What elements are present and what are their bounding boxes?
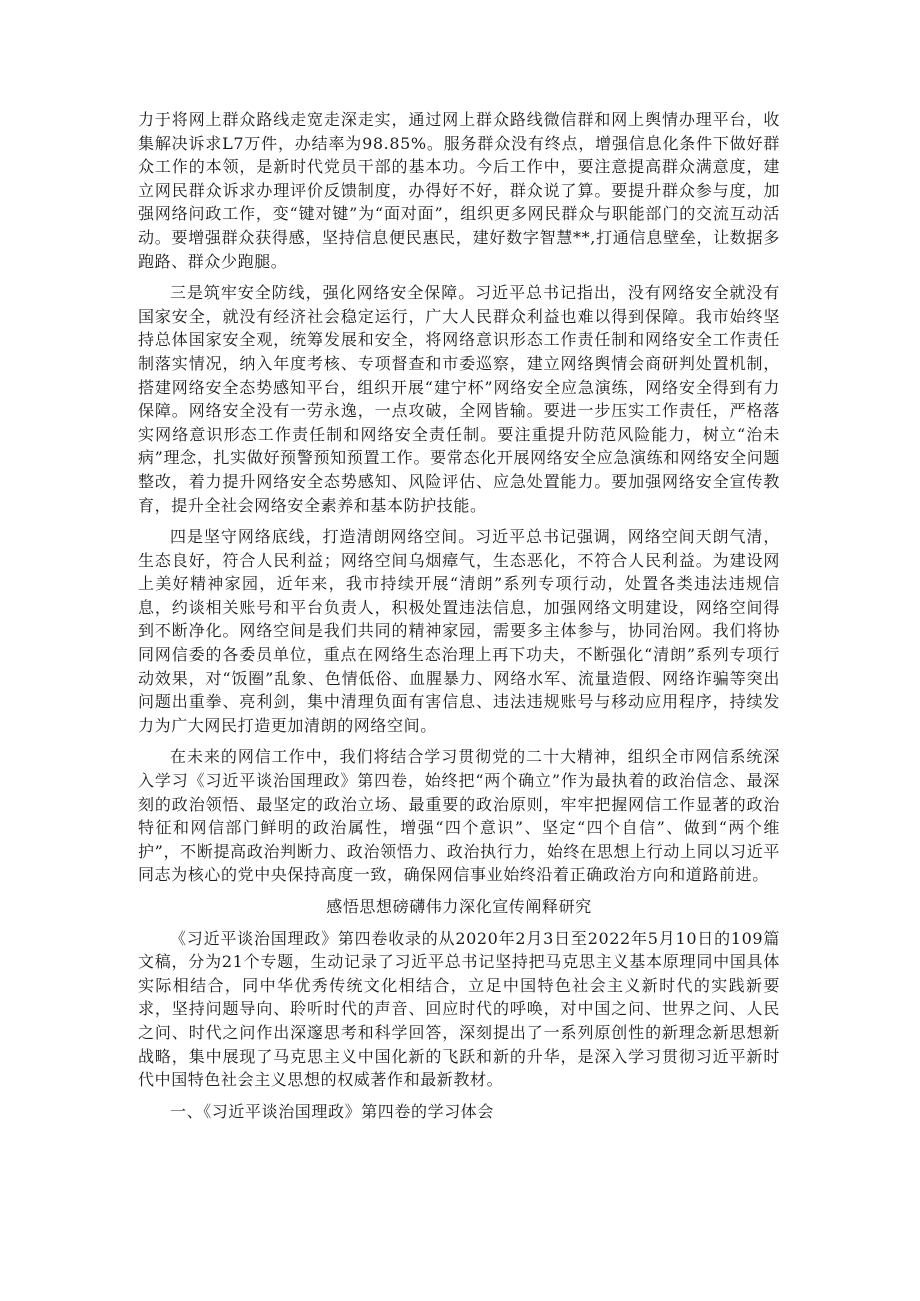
paragraph-section-intro: 《习近平谈治国理政》第四卷收录的从2020年2月3日至2022年5月10日的109篇文稿，分为21个专题，生动记录了习近平总书记坚持把马克思主义基本原理同中国具体实际相结合，同中华优秀传统文化相结合，立足中国特色社会主义新时代的实践新要求，坚持问题导向、聆听时代的声音、回应时代的呼唤，对中国之问、世界之问、人民之问、时代之问作出深邃思考和科学回答，深刻提出了一系列原创性的新理念新思想新战略，集中展现了马克思主义中国化新的飞跃和新的升华，是深入学习贯彻习近平新时代中国特色社会主义思想的权威著作和最新教材。 xyxy=(138,928,780,1090)
subheading: 一、《习近平谈治国理政》第四卷的学习体会 xyxy=(170,1101,495,1121)
paragraph-network-security: 三是筑牢安全防线，强化网络安全保障。习近平总书记指出，没有网络安全就没有国家安全，就没有经济社会稳定运行，广大人民群众利益也难以得到保障。我市始终坚持总体国家安全观，统筹发展和安全，将网络意识形态工作责任制和网络安全工作责任制落实情况，纳入年度考核、专项督查和市委巡察，建立网络舆情会商研判处置机制，搭建网络安全态势感知平台，组织开展“建宁杯”网络安全应急演练，网络安全得到有力保障。网络安全没有一劳永逸，一点攻破，全网皆输。要进一步压实工作责任，严格落实网络意识形态工作责任制和网络安全责任制。要注重提升防范风险能力，树立“治未病”理念，扎实做好预警预知预置工作。要常态化开展网络安全应急演练和网络安全问题整改，着力提升网络安全态势感知、风险评估、应急处置能力。要加强网络安全宣传教育，提升全社会网络安全素养和基本防护技能。 xyxy=(138,283,780,515)
paragraph-future-work: 在未来的网信工作中，我们将结合学习贯彻党的二十大精神，组织全市网信系统深入学习《习近平谈治国理政》第四卷，始终把“两个确立”作为最执着的政治信念、最深刻的政治领悟、最坚定的政治立场、最重要的政治原则，牢牢把握网信工作显著的政治特征和网信部门鲜明的政治属性，增强“四个意识”、坚定“四个自信”、做到“两个维护”，不断提高政治判断力、政治领悟力、政治执行力，始终在思想上行动上同以习近平同志为核心的党中央保持高度一致，确保网信事业始终沿着正确政治方向和道路前进。 xyxy=(138,747,780,885)
document-page xyxy=(138,108,780,1123)
paragraph-clean-cyberspace: 四是坚守网络底线，打造清朗网络空间。习近平总书记强调，网络空间天朗气清，生态良好，符合人民利益；网络空间乌烟瘴气，生态恶化，不符合人民利益。为建设网上美好精神家园，近年来，我市持续开展“清朗”系列专项行动，处置各类违法违规信息，约谈相关账号和平台负责人，积极处置违法信息，加强网络文明建设，网络空间得到不断净化。网络空间是我们共同的精神家园，需要多主体参与，协同治网。我们将协同网信委的各委员单位，重点在网络生态治理上再下功夫，不断强化“清朗”系列专项行动效果，对“饭圈”乱象、色情低俗、血腥暴力、网络水军、流量造假、网络诈骗等突出问题出重拳、亮利剑，集中清理负面有害信息、违法违规账号与移动应用程序，持续发力为广大网民打造更加清朗的网络空间。 xyxy=(138,527,780,735)
section-title: 感悟思想磅礴伟力深化宣传阐释研究 xyxy=(326,897,592,916)
paragraph-continuation: 力于将网上群众路线走宽走深走实，通过网上群众路线微信群和网上舆情办理平台，收集解决诉求L7万件，办结率为98.85%。服务群众没有终点，增强信息化条件下做好群众工作的本领，是新时代党员干部的基本功。今后工作中，要注意提高群众满意度，建立网民群众诉求办理评价反馈制度，办得好不好，群众说了算。要提升群众参与度，加强网络问政工作，变“键对键”为“面对面”，组织更多网民群众与职能部门的交流互动活动。要增强群众获得感，坚持信息便民惠民，建好数字智慧**,打通信息壁垒，让数据多跑路、群众少跑腿。 xyxy=(138,110,780,271)
